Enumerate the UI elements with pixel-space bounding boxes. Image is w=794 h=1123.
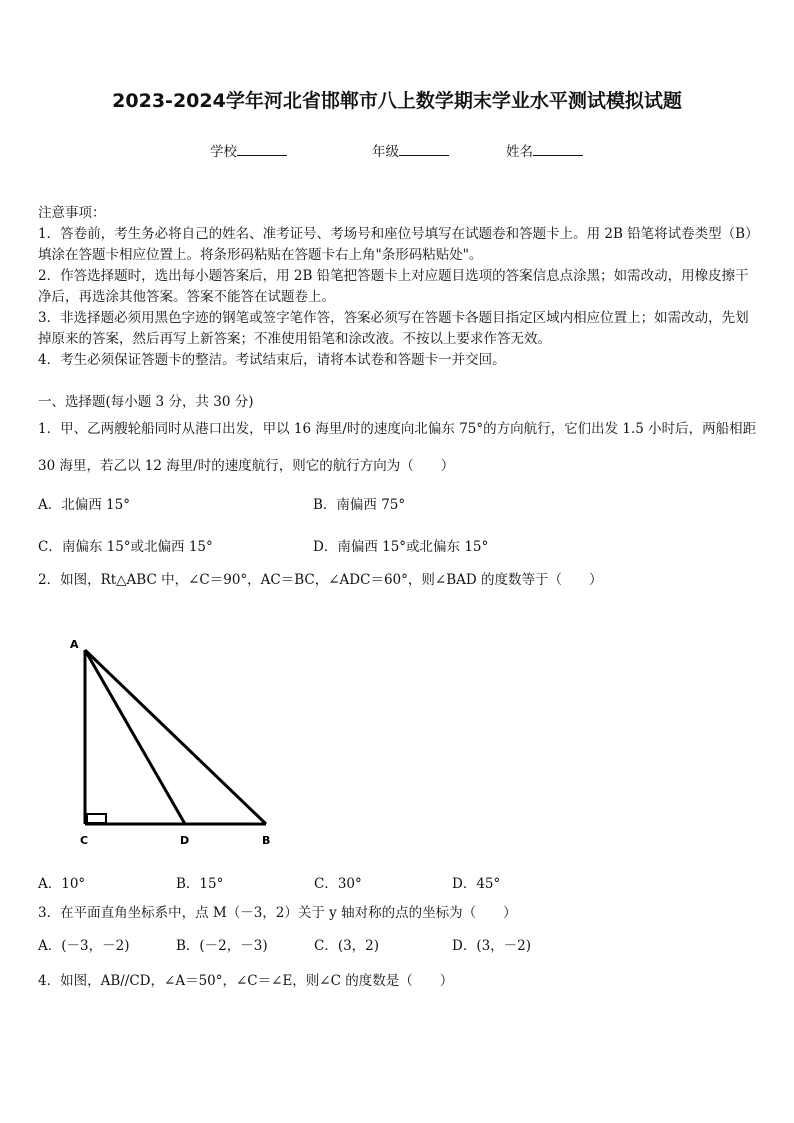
note-item: 2．作答选择题时，选出每小题答案后，用 2B 铅笔把答题卡上对应题目选项的答案信息点涂黑；如需改动，用橡皮擦干净后，再选涂其他答案。答案不能答在试题卷上。 — [38, 268, 749, 305]
segment-ad — [85, 650, 185, 824]
segment-ab — [85, 650, 266, 824]
q1-option-d[interactable]: D．南偏西 15°或北偏东 15° — [313, 539, 489, 555]
name-field[interactable] — [506, 140, 583, 160]
q1-option-a[interactable]: A．北偏西 15° — [38, 497, 130, 513]
note-item: 3．非选择题必须用黑色字迹的钢笔或签字笔作答，答案必须写在答题卡各题目指定区域内相应位置上；如需改动，先划掉原来的答案，然后再写上新答案；不准使用铅笔和涂改液。不按以上要求作答无效。 — [38, 310, 749, 347]
q3-option-c[interactable]: C．(3，2) — [314, 938, 380, 954]
grade-label: 年级 — [372, 144, 399, 160]
q2-option-a[interactable]: A．10° — [38, 876, 86, 892]
name-label: 姓名 — [506, 144, 533, 160]
q3-option-b[interactable]: B．(－2，－3) — [176, 938, 268, 954]
school-blank[interactable] — [237, 143, 287, 156]
section-heading: 一、选择题(每小题 3 分，共 30 分) — [38, 394, 254, 410]
label-a: A — [70, 638, 79, 651]
q1-option-b[interactable]: B．南偏西 75° — [313, 497, 406, 513]
name-blank[interactable] — [533, 143, 583, 156]
right-angle-mark — [87, 814, 106, 823]
notes-heading: 注意事项： — [38, 205, 106, 221]
school-field[interactable] — [210, 140, 287, 160]
label-b: B — [262, 834, 271, 847]
q3-option-d[interactable]: D．(3，－2) — [452, 938, 532, 954]
question-1-line-2: 30 海里，若乙以 12 海里/时的速度航行，则它的航行方向为（ ） — [38, 458, 455, 474]
question-2-text: 2．如图，Rt△ABC 中，∠C＝90°，AC＝BC，∠ADC＝60°，则∠BAD 的度数等于（ ） — [38, 572, 603, 588]
q1-option-c[interactable]: C．南偏东 15°或北偏西 15° — [38, 539, 213, 555]
grade-blank[interactable] — [399, 143, 449, 156]
question-3-text: 3．在平面直角坐标系中，点 M（－3，2）关于 y 轴对称的点的坐标为（ ） — [38, 905, 517, 921]
triangle-figure — [60, 628, 290, 858]
exam-title: 2023-2024学年河北省邯郸市八上数学期末学业水平测试模拟试题 — [112, 90, 682, 112]
question-4-text: 4．如图，AB//CD，∠A＝50°，∠C＝∠E，则∠C 的度数是（ ） — [38, 973, 454, 989]
grade-field[interactable] — [372, 140, 449, 160]
label-c: C — [80, 834, 89, 847]
q3-option-a[interactable]: A．(－3，－2) — [38, 938, 130, 954]
q2-option-b[interactable]: B．15° — [176, 876, 224, 892]
label-d: D — [180, 834, 190, 847]
school-label: 学校 — [210, 144, 237, 160]
question-1-line-1: 1．甲、乙两艘轮船同时从港口出发，甲以 16 海里/时的速度向北偏东 75°的方向航行，它们出发 1.5 小时后，两船相距 — [38, 421, 757, 437]
note-item: 4．考生必须保证答题卡的整洁。考试结束后，请将本试卷和答题卡一并交回。 — [38, 352, 506, 368]
notes-block — [38, 203, 758, 371]
note-item: 1．答卷前，考生务必将自己的姓名、准考证号、考场号和座位号填写在试题卷和答题卡上。用 2B 铅笔将试卷类型（B）填涂在答题卡相应位置上。将条形码粘贴在答题卡右上角"条形码粘贴处"。 — [38, 226, 752, 263]
q2-option-c[interactable]: C．30° — [314, 876, 362, 892]
q2-option-d[interactable]: D．45° — [452, 876, 501, 892]
